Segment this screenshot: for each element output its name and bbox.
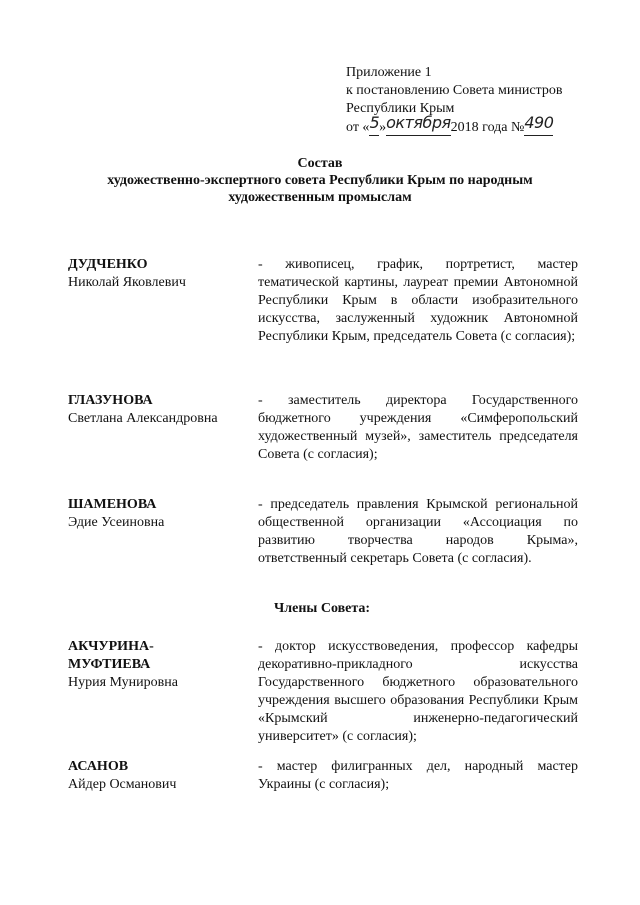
member-description: - председатель правления Крымской региональной общественной организации «Ассоциация по развитию творчества народов Крыма», ответственный секретарь Совета (с согласия). <box>258 497 578 566</box>
decree-number-field <box>524 113 554 136</box>
handwritten-number: 490 <box>524 113 554 132</box>
members-heading: Члены Совета: <box>274 601 371 616</box>
annex-date-line <box>346 113 596 137</box>
member-surname: ШАМЕНОВА <box>68 497 157 512</box>
annex-number: Приложение 1 <box>346 65 432 80</box>
member-surname: ДУДЧЕНКО <box>68 257 148 272</box>
member-given-name: Николай Яковлевич <box>68 275 186 290</box>
date-year: 2018 года № <box>450 120 525 135</box>
member-surname-line-1: АКЧУРИНА- <box>68 639 154 654</box>
member-given-name: Айдер Османович <box>68 777 177 792</box>
title-line-3: художественным промыслам <box>228 190 412 205</box>
member-surname: ГЛАЗУНОВА <box>68 393 153 408</box>
member-description: - живописец, график, портретист, мастер тематической картины, лауреат премии Автономной Республики Крым в области изобразительного искусства, заслуженный художник Автономной Республики Крым, председатель Совета (с согласия); <box>258 257 578 344</box>
member-description: - мастер филигранных дел, народный мастер Украины (с согласия); <box>258 759 578 792</box>
handwritten-day: 5 <box>369 113 380 132</box>
date-month-field <box>386 113 451 136</box>
document-title <box>70 155 570 206</box>
member-description: - заместитель директора Государственного бюджетного учреждения «Симферопольский художественный музей», заместитель председателя Совета (с согласия); <box>258 393 578 462</box>
date-day-field <box>369 113 380 136</box>
member-surname-line-2: МУФТИЕВА <box>68 657 151 672</box>
date-prefix: от « <box>346 120 370 135</box>
title-line-2: художественно-экспертного совета Республики Крым по народным <box>107 173 533 188</box>
annex-decree: к постановлению Совета министров <box>346 83 563 98</box>
member-given-name: Нурия Мунировна <box>68 675 178 690</box>
member-given-name: Эдие Усеиновна <box>68 515 165 530</box>
annex-header <box>346 64 596 137</box>
member-description: - доктор искусствоведения, профессор кафедры декоративно-прикладного искусства Государственного бюджетного образовательного учреждения высшего образования Республики Крым «Крымский инженерно-педагогический университет» (с согласия); <box>258 639 578 744</box>
annex-republic: Республики Крым <box>346 101 455 116</box>
handwritten-month: октября <box>386 113 451 132</box>
member-given-name: Светлана Александровна <box>68 411 218 426</box>
date-mid: » <box>379 120 387 135</box>
member-surname: АСАНОВ <box>68 759 129 774</box>
title-line-1: Состав <box>297 156 343 171</box>
